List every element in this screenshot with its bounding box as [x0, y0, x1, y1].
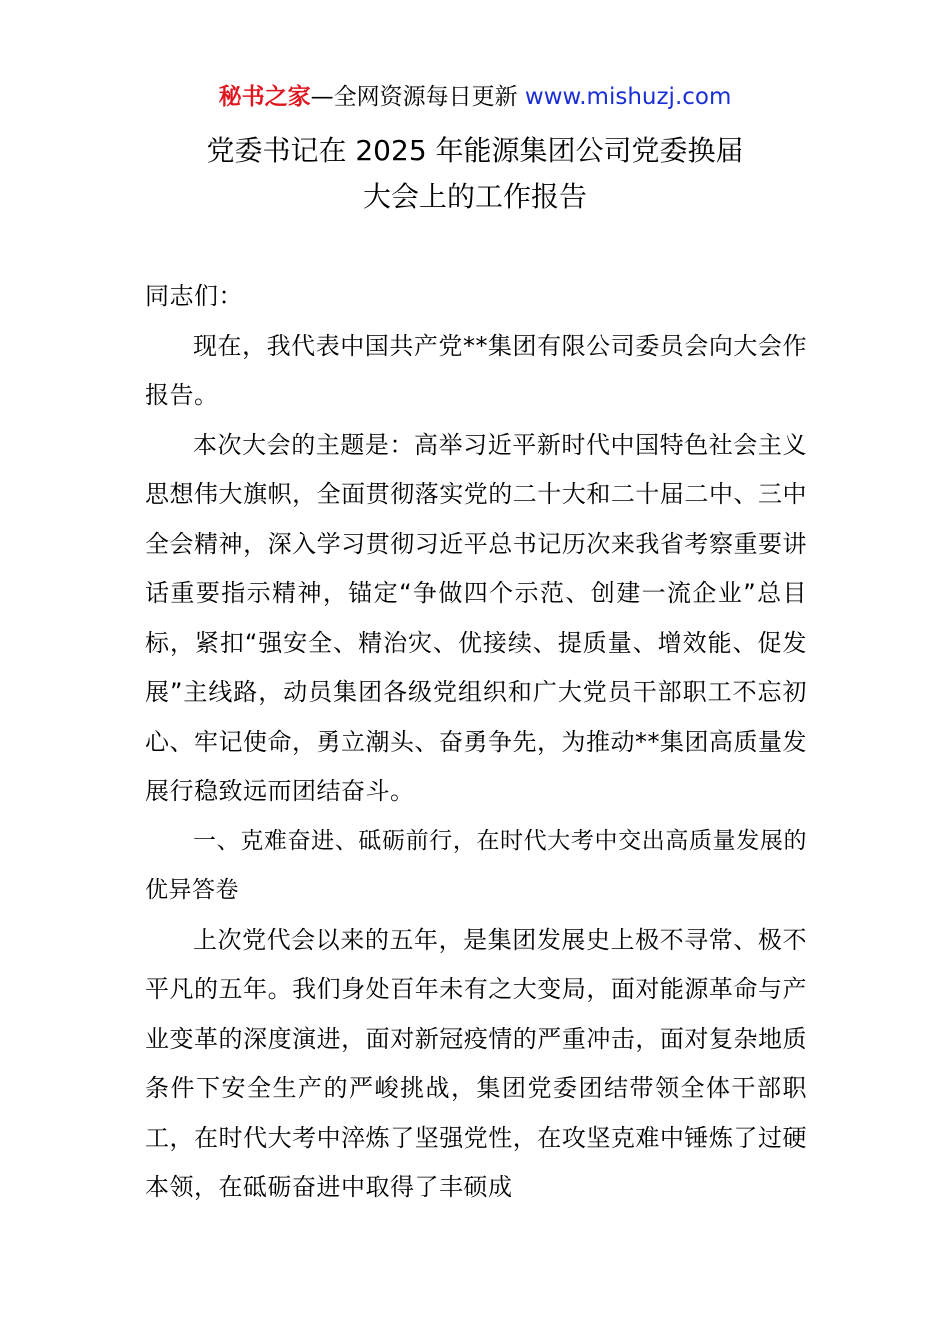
body-paragraph: 本次大会的主题是：高举习近平新时代中国特色社会主义思想伟大旗帜，全面贯彻落实党的二十大和二十届二中、三中全会精神，深入学习贯彻习近平总书记历次来我省考察重要讲话重要指示精神，锚定“争做四个示范、创建一流企业”总目标，紧扣“强安全、精治灾、优接续、提质量、增效能、促发展”主线路，动员集团各级党组织和广大党员干部职工不忘初心、牢记使命，勇立潮头、奋勇争先，为推动**集团高质量发展行稳致远而团结奋斗。 [145, 430, 807, 805]
section-heading: 一、克难奋进、砥砺前行，在时代大考中交出高质量发展的优异答卷 [145, 827, 807, 903]
section-paragraph: 上次党代会以来的五年，是集团发展史上极不寻常、极不平凡的五年。我们身处百年未有之大变局，面对能源革命与产业变革的深度演进，面对新冠疫情的严重冲击，面对复杂地质条件下安全生产的严峻挑战，集团党委团结带领全体干部职工，在时代大考中淬炼了坚强党性，在攻坚克难中锤炼了过硬本领，在砥砺奋进中取得了丰硕成 [145, 925, 807, 1201]
title-line-2: 大会上的工作报告 [362, 180, 587, 213]
document-title [0, 128, 950, 220]
site-url-link[interactable]: www.mishuzj.com [524, 84, 732, 110]
salutation: 同志们： [145, 282, 243, 310]
body-paragraph: 现在，我代表中国共产党**集团有限公司委员会向大会作报告。 [145, 331, 807, 409]
brand-name: 秘书之家 [218, 84, 311, 110]
header-tagline: —全网资源每日更新 [310, 84, 525, 110]
site-header-banner [0, 80, 950, 114]
document-body [145, 272, 807, 1213]
title-line-1: 党委书记在 2025 年能源集团公司党委换届 [206, 134, 744, 167]
